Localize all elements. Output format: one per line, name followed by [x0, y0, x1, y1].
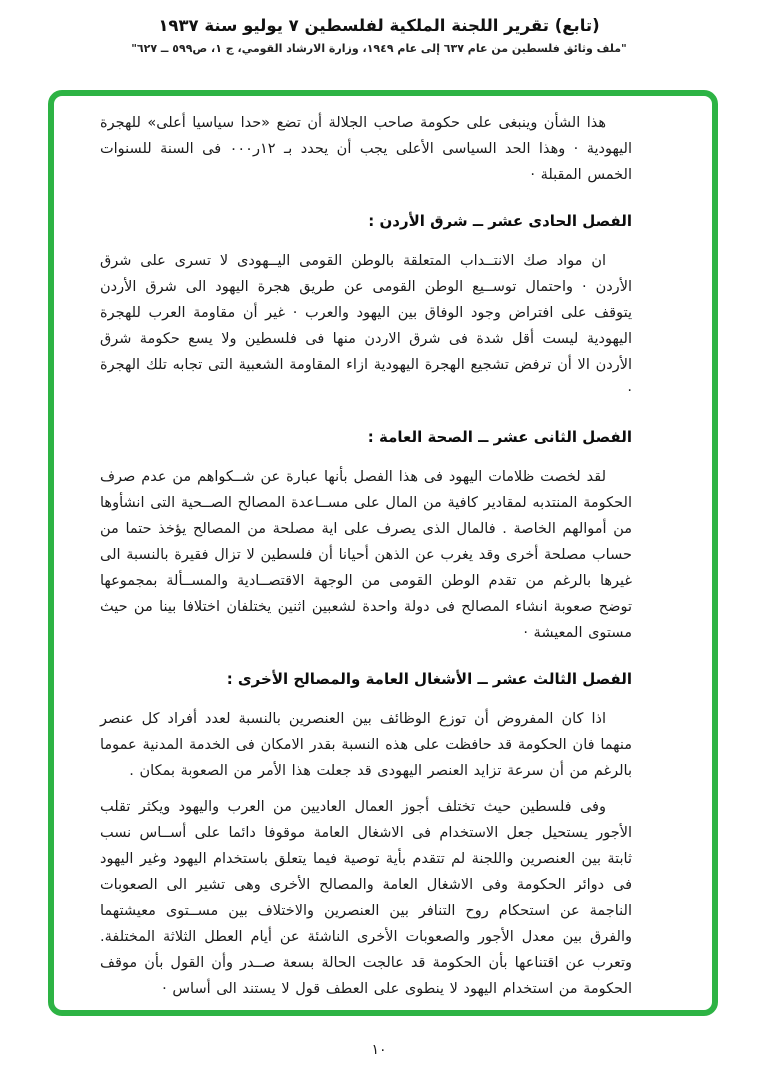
page-number: ١٠ [371, 1042, 387, 1058]
green-border-content-frame [48, 90, 718, 1016]
document-title: (تابع) تقرير اللجنة الملكية لفلسطين ٧ يوليو سنة ١٩٣٧ [158, 16, 600, 35]
paragraph-public-works-jobs: اذا كان المفروض أن توزع الوظائف بين العنصرين بالنسبة لعدد أفراد كل عنصر منهما فان الحكومة قد حافظت على هذه النسبة بقدر الامكان فى الخدمة المدنية عموما بالرغم من أن سرعة تزايد العنصر اليهودى قد جعلت هذا الأمر من الصعوبة بمكان . [100, 711, 632, 779]
paragraph-transjordan: ان مواد صك الانتــداب المتعلقة بالوطن القومى اليــهودى لا تسرى على شرق الأردن · واحتمال توســيع الوطن القومى عن طريق هجرة اليهود الى شرق الأردن يتوقف على افتراض وجود الوفاق بين اليهود والعرب · غير أن مقاومة العرب للهجرة اليهودية ليست أقل شدة فى شرق الاردن منها فى فلسطين ولا يسع حكومة شرق الأردن الا أن ترفض تشجيع الهجرة اليهودية ازاء المقاومة الشعبية التى تجابه تلك الهجرة · [100, 253, 632, 399]
chapter-heading-eleven-transjordan: الفصل الحادى عشر ــ شرق الأردن : [368, 212, 632, 230]
chapter-heading-thirteen-public-works: الفصل الثالث عشر ــ الأشغال العامة والمصالح الأخرى : [226, 670, 632, 688]
paragraph-public-works-wages: وفى فلسطين حيث تختلف أجوز العمال العاديين من العرب واليهود ويكثر تقلب الأجور يستحيل جعل الاستخدام فى الاشغال العامة موقوفا دائما على أســاس نسب ثابتة بين العنصرين واللجنة لم تتقدم بأية توصية فيما يتعلق باستخدام اليهود وغير اليهود فى دوائر الحكومة وفى الاشغال العامة والمصالح الأخرى وهى تشير الى الصعوبات الناجمة عن استحكام روح التنافر بين العنصرين والاختلاف بين مســتوى معيشتهما والفرق بين معدل الأجور والصعوبات الأخرى الناشئة عن أيام العطل الثلاثة المختلفة. وتعرب عن اقتناعها بأن الحكومة قد عالجت الحالة بسعة صــدر وأن القول بأن موقف الحكومة من استخدام اليهود لا ينطوى على العطف قول لا يستند الى أساس · [100, 799, 632, 997]
document-source-citation: "ملف وثائق فلسطين من عام ٦٣٧ إلى عام ١٩٤٩، وزارة الارشاد القومي، ج ١، ص٥٩٩ ــ ٦٢٧" [131, 42, 627, 55]
chapter-heading-twelve-public-health: الفصل الثانى عشر ــ الصحة العامة : [367, 428, 632, 446]
document-header [0, 0, 758, 55]
paragraph-immigration-limit: هذا الشأن وينبغى على حكومة صاحب الجلالة أن تضع «حدا سياسيا أعلى» للهجرة اليهودية · وهذا الحد السياسى الأعلى يجب أن يحدد بـ ١٢ر٠٠٠ فى السنة للسنوات الخمس المقبلة · [100, 115, 632, 183]
paragraph-public-health: لقد لخصت ظلامات اليهود فى هذا الفصل بأنها عبارة عن شــكواهم من عدم صرف الحكومة المنتدبه لمقادير كافية من المال على مســاعدة المصالح الصــحية التى انشأوها من أموالهم الخاصة . فالمال الذى يصرف على اية مصلحة من المصالح يؤخذ حتما من حساب مصلحة أخرى وقد يغرب عن الذهن أحيانا أن فلسطين لا تزال فقيرة بالنسبة الى غيرها بالرغم من تقدم الوطن القومى من الوجهة الاقتصــادية والمســألة بمجموعها توضح صعوبة انشاء المصالح فى دولة واحدة لشعبين اثنين يختلفان اختلافا بينا من حيث مستوى المعيشة · [100, 469, 632, 641]
